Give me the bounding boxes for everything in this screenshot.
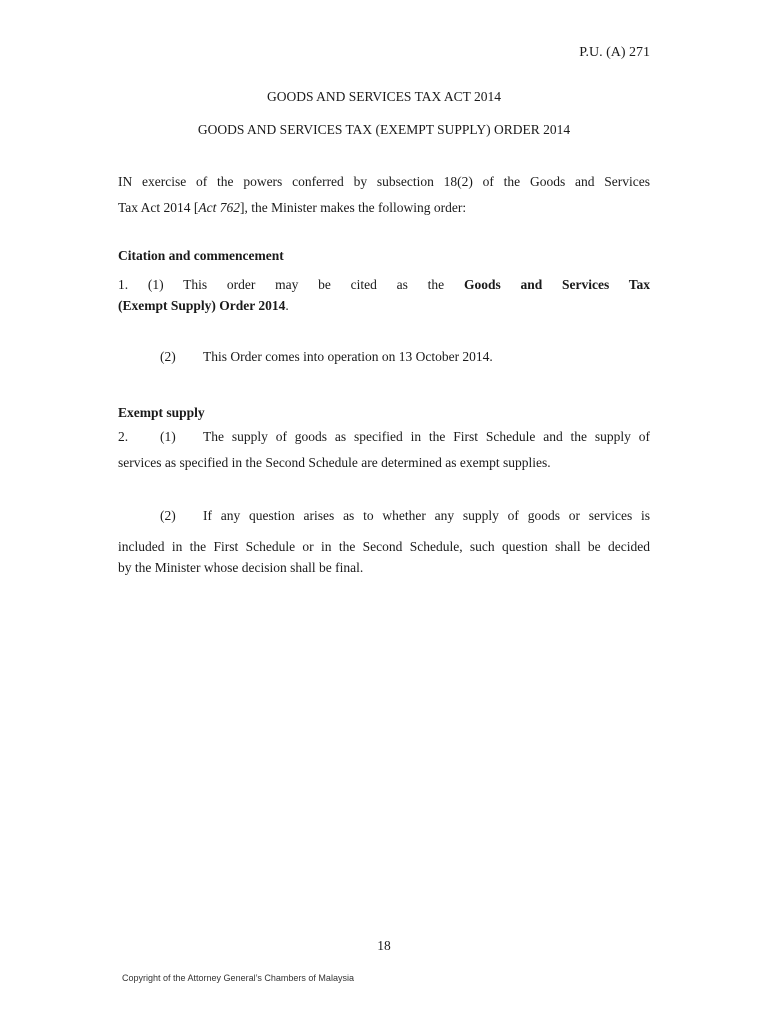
section-number: 2.: [118, 429, 129, 444]
act-number: Act 762: [198, 200, 241, 215]
order-name-bold: (Exempt Supply) Order 2014: [118, 298, 286, 313]
section-2-title: Exempt supply: [118, 405, 205, 420]
page-number: 18: [377, 938, 391, 953]
section-2-sub-1-line-2: services as specified in the Second Schedule are determined as exempt supplies.: [118, 455, 551, 470]
document-page: P.U. (A) 271 GOODS AND SERVICES TAX ACT 2014 GOODS AND SERVICES TAX (EXEMPT SUPPLY) ORDER 2014 IN exercise of the powers conferred by subsection 18(2) of the Goods and Services Tax Act 2014 [Act 762], the Minister makes the following order: Citation and commencement 1. (1) This order may be cited as the Goods and Services Tax (Exempt Supply) Order 2014. (2) This Order comes into operation on 13 October 2014. Exempt supply 2. (1) The supply of goods as specified in the First Schedule and the supply of services as specified in the Second Schedule are determined as exempt supplies. (2) If any question arises as to whether any supply of goods or services is included in the First Schedule or in the Second Schedule, such question shall be decided by the Minister whose decision shall be final. 18 Copyright of the Attorney General’s Chambers of Malaysia: [0, 0, 768, 1024]
subsection-marker: (1): [147, 277, 164, 292]
section-1-sub-1-line-1: 1. (1) This order may be cited as the Goods and Services Tax: [118, 277, 651, 292]
section-1-sub-1-line-2: (Exempt Supply) Order 2014.: [118, 298, 289, 313]
preamble-line-1: IN exercise of the powers conferred by subsection 18(2) of the Goods and Services: [118, 174, 650, 189]
preamble-line-2: Tax Act 2014 [Act 762], the Minister makes the following order:: [118, 200, 467, 215]
section-2-sub-2-line-3: by the Minister whose decision shall be final.: [118, 560, 364, 575]
subsection-marker: (1): [160, 429, 176, 444]
order-title: GOODS AND SERVICES TAX (EXEMPT SUPPLY) ORDER 2014: [197, 122, 571, 137]
gazette-reference: P.U. (A) 271: [579, 45, 650, 60]
section-number: 1.: [118, 277, 129, 292]
copyright-notice: Copyright of the Attorney General’s Chambers of Malaysia: [122, 973, 354, 983]
subsection-marker: (2): [160, 508, 176, 523]
order-name-bold: Goods and Services Tax: [463, 277, 651, 292]
act-title: GOODS AND SERVICES TAX ACT 2014: [267, 89, 501, 104]
section-1-title: Citation and commencement: [118, 248, 284, 263]
subsection-marker: (2): [160, 349, 176, 364]
section-2-sub-2-line-2: included in the First Schedule or in the Second Schedule, such question shall be decided: [118, 539, 650, 554]
